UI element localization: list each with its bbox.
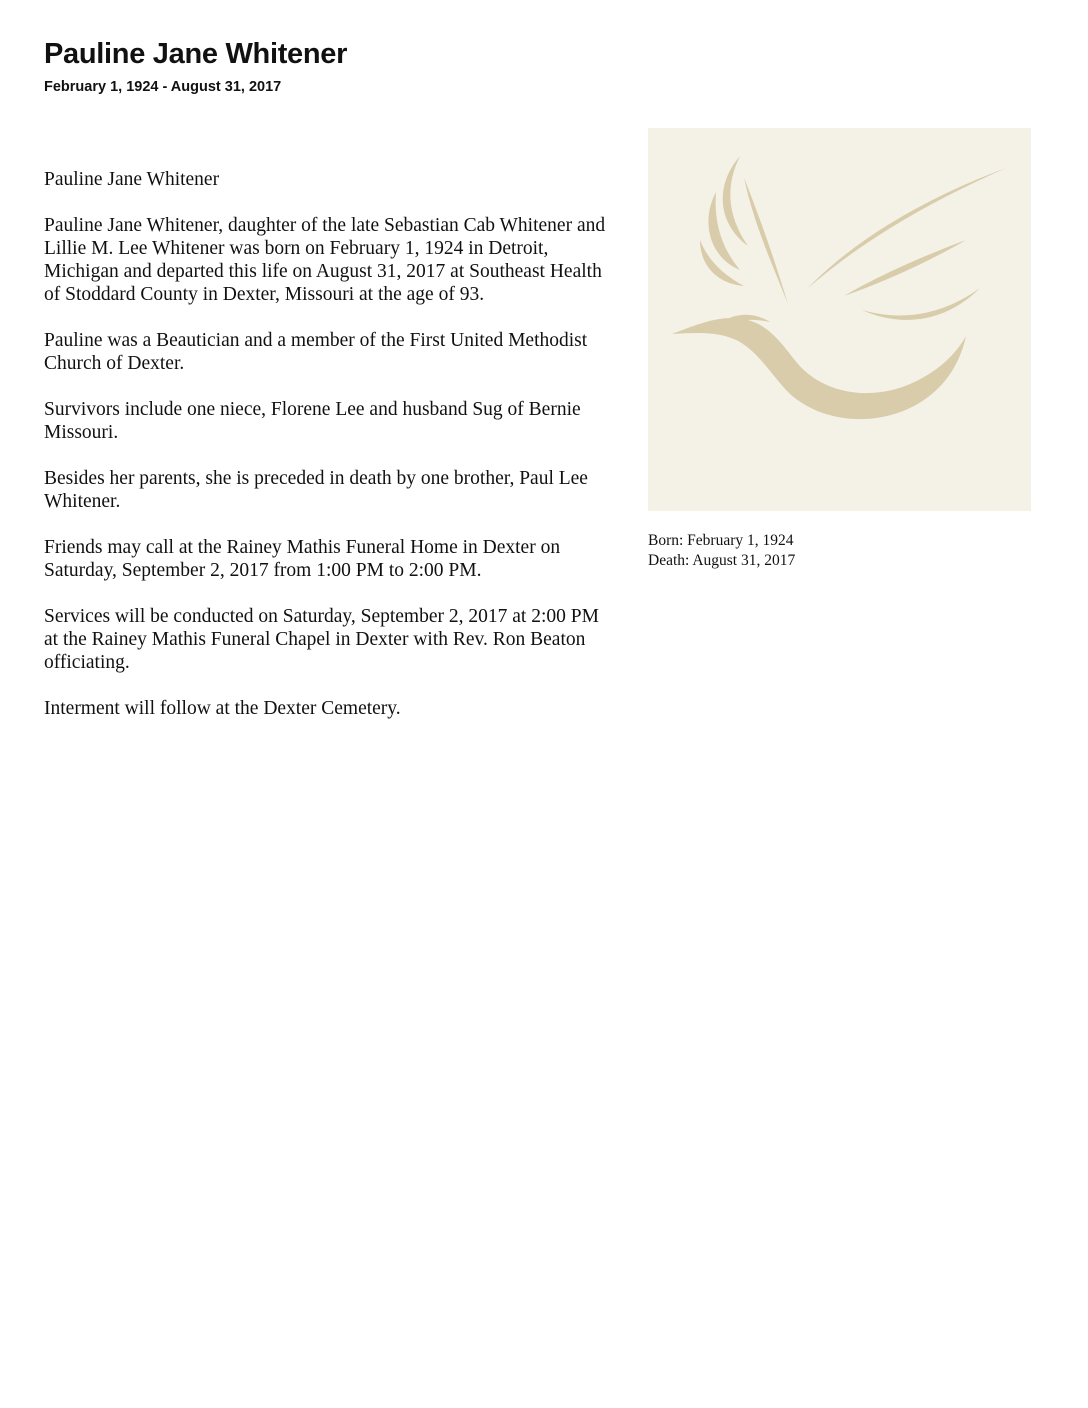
page-title: Pauline Jane Whitener: [44, 38, 348, 70]
dates-caption: [648, 531, 795, 571]
dove-image: [648, 128, 1031, 511]
death-date: Death: August 31, 2017: [648, 552, 796, 569]
obituary-paragraph-name: Pauline Jane Whitener: [44, 169, 220, 190]
life-dates-heading: February 1, 1924 - August 31, 2017: [44, 79, 282, 95]
obituary-paragraph-visitation: Friends may call at the Rainey Mathis Funeral Home in Dexter on Saturday, September 2, 2017 from 1:00 PM to 2:00 PM.: [44, 537, 561, 581]
obituary-paragraph-birth-death: Pauline Jane Whitener, daughter of the late Sebastian Cab Whitener and Lillie M. Lee Whitener was born on February 1, 1924 in Detroit, Michigan and departed this life on August 31, 2017 at Southeast Health of Stoddard County in Dexter, Missouri at the age of 93.: [44, 215, 606, 305]
obituary-paragraph-preceded: Besides her parents, she is preceded in death by one brother, Paul Lee Whitener.: [44, 468, 588, 512]
dove-icon: [648, 128, 1031, 511]
obituary-paragraph-occupation: Pauline was a Beautician and a member of the First United Methodist Church of Dexter.: [44, 330, 588, 374]
obituary-paragraph-survivors: Survivors include one niece, Florene Lee and husband Sug of Bernie Missouri.: [44, 399, 581, 443]
obituary-body: [44, 168, 614, 743]
obituary-paragraph-interment: Interment will follow at the Dexter Cemetery.: [44, 698, 401, 719]
born-date: Born: February 1, 1924: [648, 532, 794, 549]
obituary-paragraph-services: Services will be conducted on Saturday, September 2, 2017 at 2:00 PM at the Rainey Mathis Funeral Chapel in Dexter with Rev. Ron Beaton officiating.: [44, 606, 599, 673]
